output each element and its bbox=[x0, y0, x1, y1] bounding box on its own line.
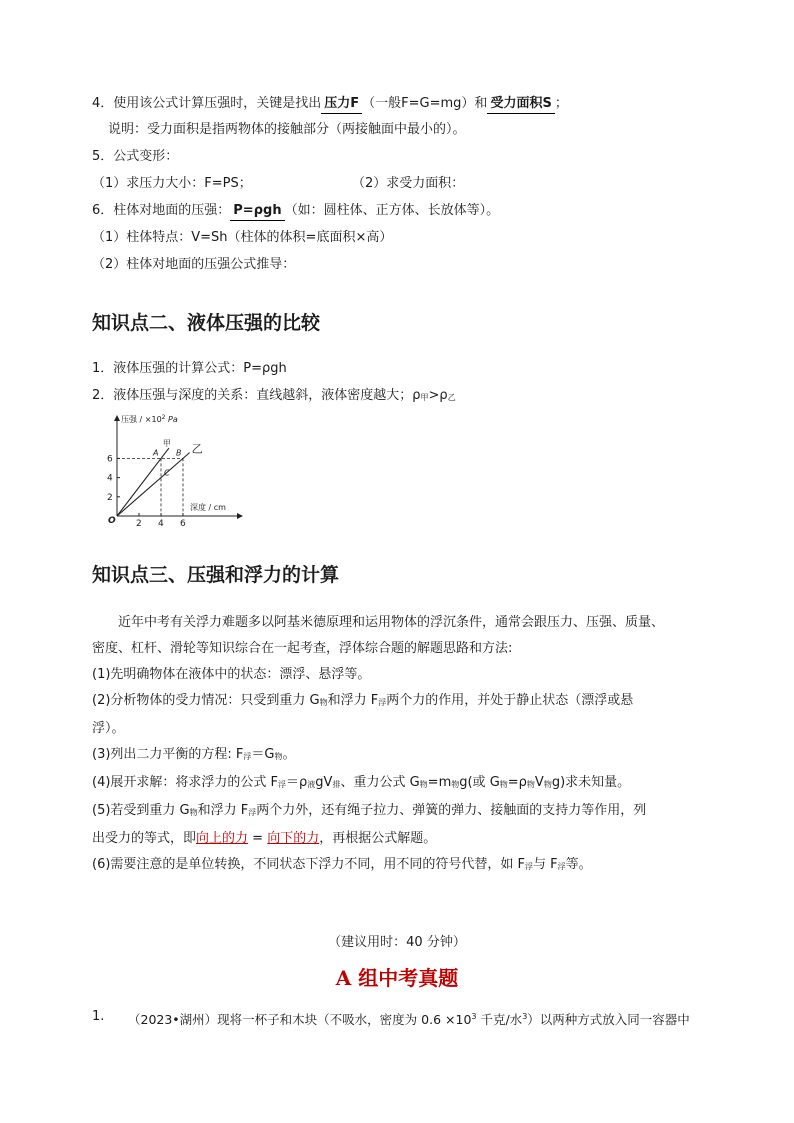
y-axis-label: 压强 / $\times 10^2$ Pa bbox=[121, 414, 178, 424]
point-label-A: A bbox=[153, 448, 159, 458]
upward-force-text: 向上的力 bbox=[196, 831, 249, 846]
item-4-line: 4．使用该公式计算压强时，关键是找出 压力F （一般F=G=mg）和 受力面积S ； bbox=[92, 95, 568, 114]
origin-label: O bbox=[108, 516, 116, 526]
x-tick-label-6: 6 bbox=[180, 519, 186, 529]
x-tick-label-2: 2 bbox=[136, 519, 142, 529]
section-3-heading: 知识点三、压强和浮力的计算 bbox=[92, 564, 340, 586]
item-5-1: （1）求压力大小：F=PS； bbox=[92, 176, 252, 191]
series-line-2 bbox=[117, 453, 190, 516]
x-tick-label-4: 4 bbox=[158, 519, 164, 529]
pressure-depth-chart bbox=[100, 410, 250, 530]
y-tick-label-2: 2 bbox=[107, 492, 113, 503]
point-label-C: C bbox=[164, 468, 170, 478]
y-tick-label-4: 4 bbox=[107, 473, 113, 484]
series-label-2: 乙 bbox=[191, 442, 203, 456]
blank-column-formula: P=ρgh bbox=[230, 202, 284, 221]
question-1-text: （2023•湖州）现将一杯子和木块（不吸水，密度为 $0.6 \times 10^3$ 千克/水$^3$）以两种方式放入同一容器中 bbox=[128, 1012, 690, 1027]
item-6-1: （1）柱体特点：V=Sh（柱体的体积=底面积×高） bbox=[92, 230, 393, 245]
downward-force-text: 向下的力 bbox=[267, 831, 320, 846]
item-6-2: （2）柱体对地面的压强公式推导： bbox=[92, 257, 296, 272]
point-label-B: B bbox=[176, 448, 182, 458]
blank-area-s: 受力面积S bbox=[487, 95, 554, 114]
area-note: 说明：受力面积是指两物体的接触部分（两接触面中最小的）。 bbox=[108, 122, 466, 137]
group-a-title: A 组中考真题 bbox=[335, 966, 459, 990]
x-axis-label: 深度 / cm bbox=[190, 503, 226, 512]
section-2-heading: 知识点二、液体压强的比较 bbox=[92, 312, 321, 334]
time-hint: （建议用时：40 分钟） bbox=[328, 935, 466, 950]
item-6-line: 6．柱体对地面的压强： P=ρgh （如：圆柱体、正方体、长放体等）。 bbox=[92, 202, 499, 221]
s2-item-1: 1．液体压强的计算公式：P=ρgh bbox=[92, 361, 287, 376]
item-5-2: （2）求受力面积： bbox=[352, 176, 465, 191]
series-label-1: 甲 bbox=[162, 439, 171, 449]
question-1-number: 1. bbox=[92, 1009, 105, 1024]
y-tick-label-6: 6 bbox=[107, 454, 113, 465]
section-3-body: 近年中考有关浮力难题多以阿基米德原理和运用物体的浮沉条件，通常会跟压力、压强、质量、 密度、杠杆、滑轮等知识综合在一起考查，浮体综合题的解题思路和方法: (1)先明确物体在液体中的状态：漂浮、悬浮等。 (2)分析物体的受力情况：只受到重力 G物和浮力 F浮两个力的作用，并处于静止状态（漂浮或悬 浮）。 (3)列出二力平衡的方程: F浮＝G物。 (4)展开求解：将求浮力的公式 F浮＝ρ液gV排、重力公式 G物=m物g(或 G物=ρ物V物g)求未知量。 (5)若受到重力 G物和浮力 F浮两个力外，还有绳子拉力、弹簧的弹力、接触面的支持力等作用，列 出受力的等式，即向上的力 = 向下的力，再根据公式解题。 (6)需要注意的是单位转换，不同状态下浮力不同，用不同的符号代替，如 F浮与 F浮等。 bbox=[92, 615, 665, 872]
blank-pressure-f: 压力F bbox=[321, 95, 362, 114]
item-5-title: 5．公式变形： bbox=[92, 149, 179, 164]
s2-item-2: 2．液体压强与深度的关系：直线越斜，液体密度越大；ρ甲>ρ乙 bbox=[92, 388, 456, 403]
